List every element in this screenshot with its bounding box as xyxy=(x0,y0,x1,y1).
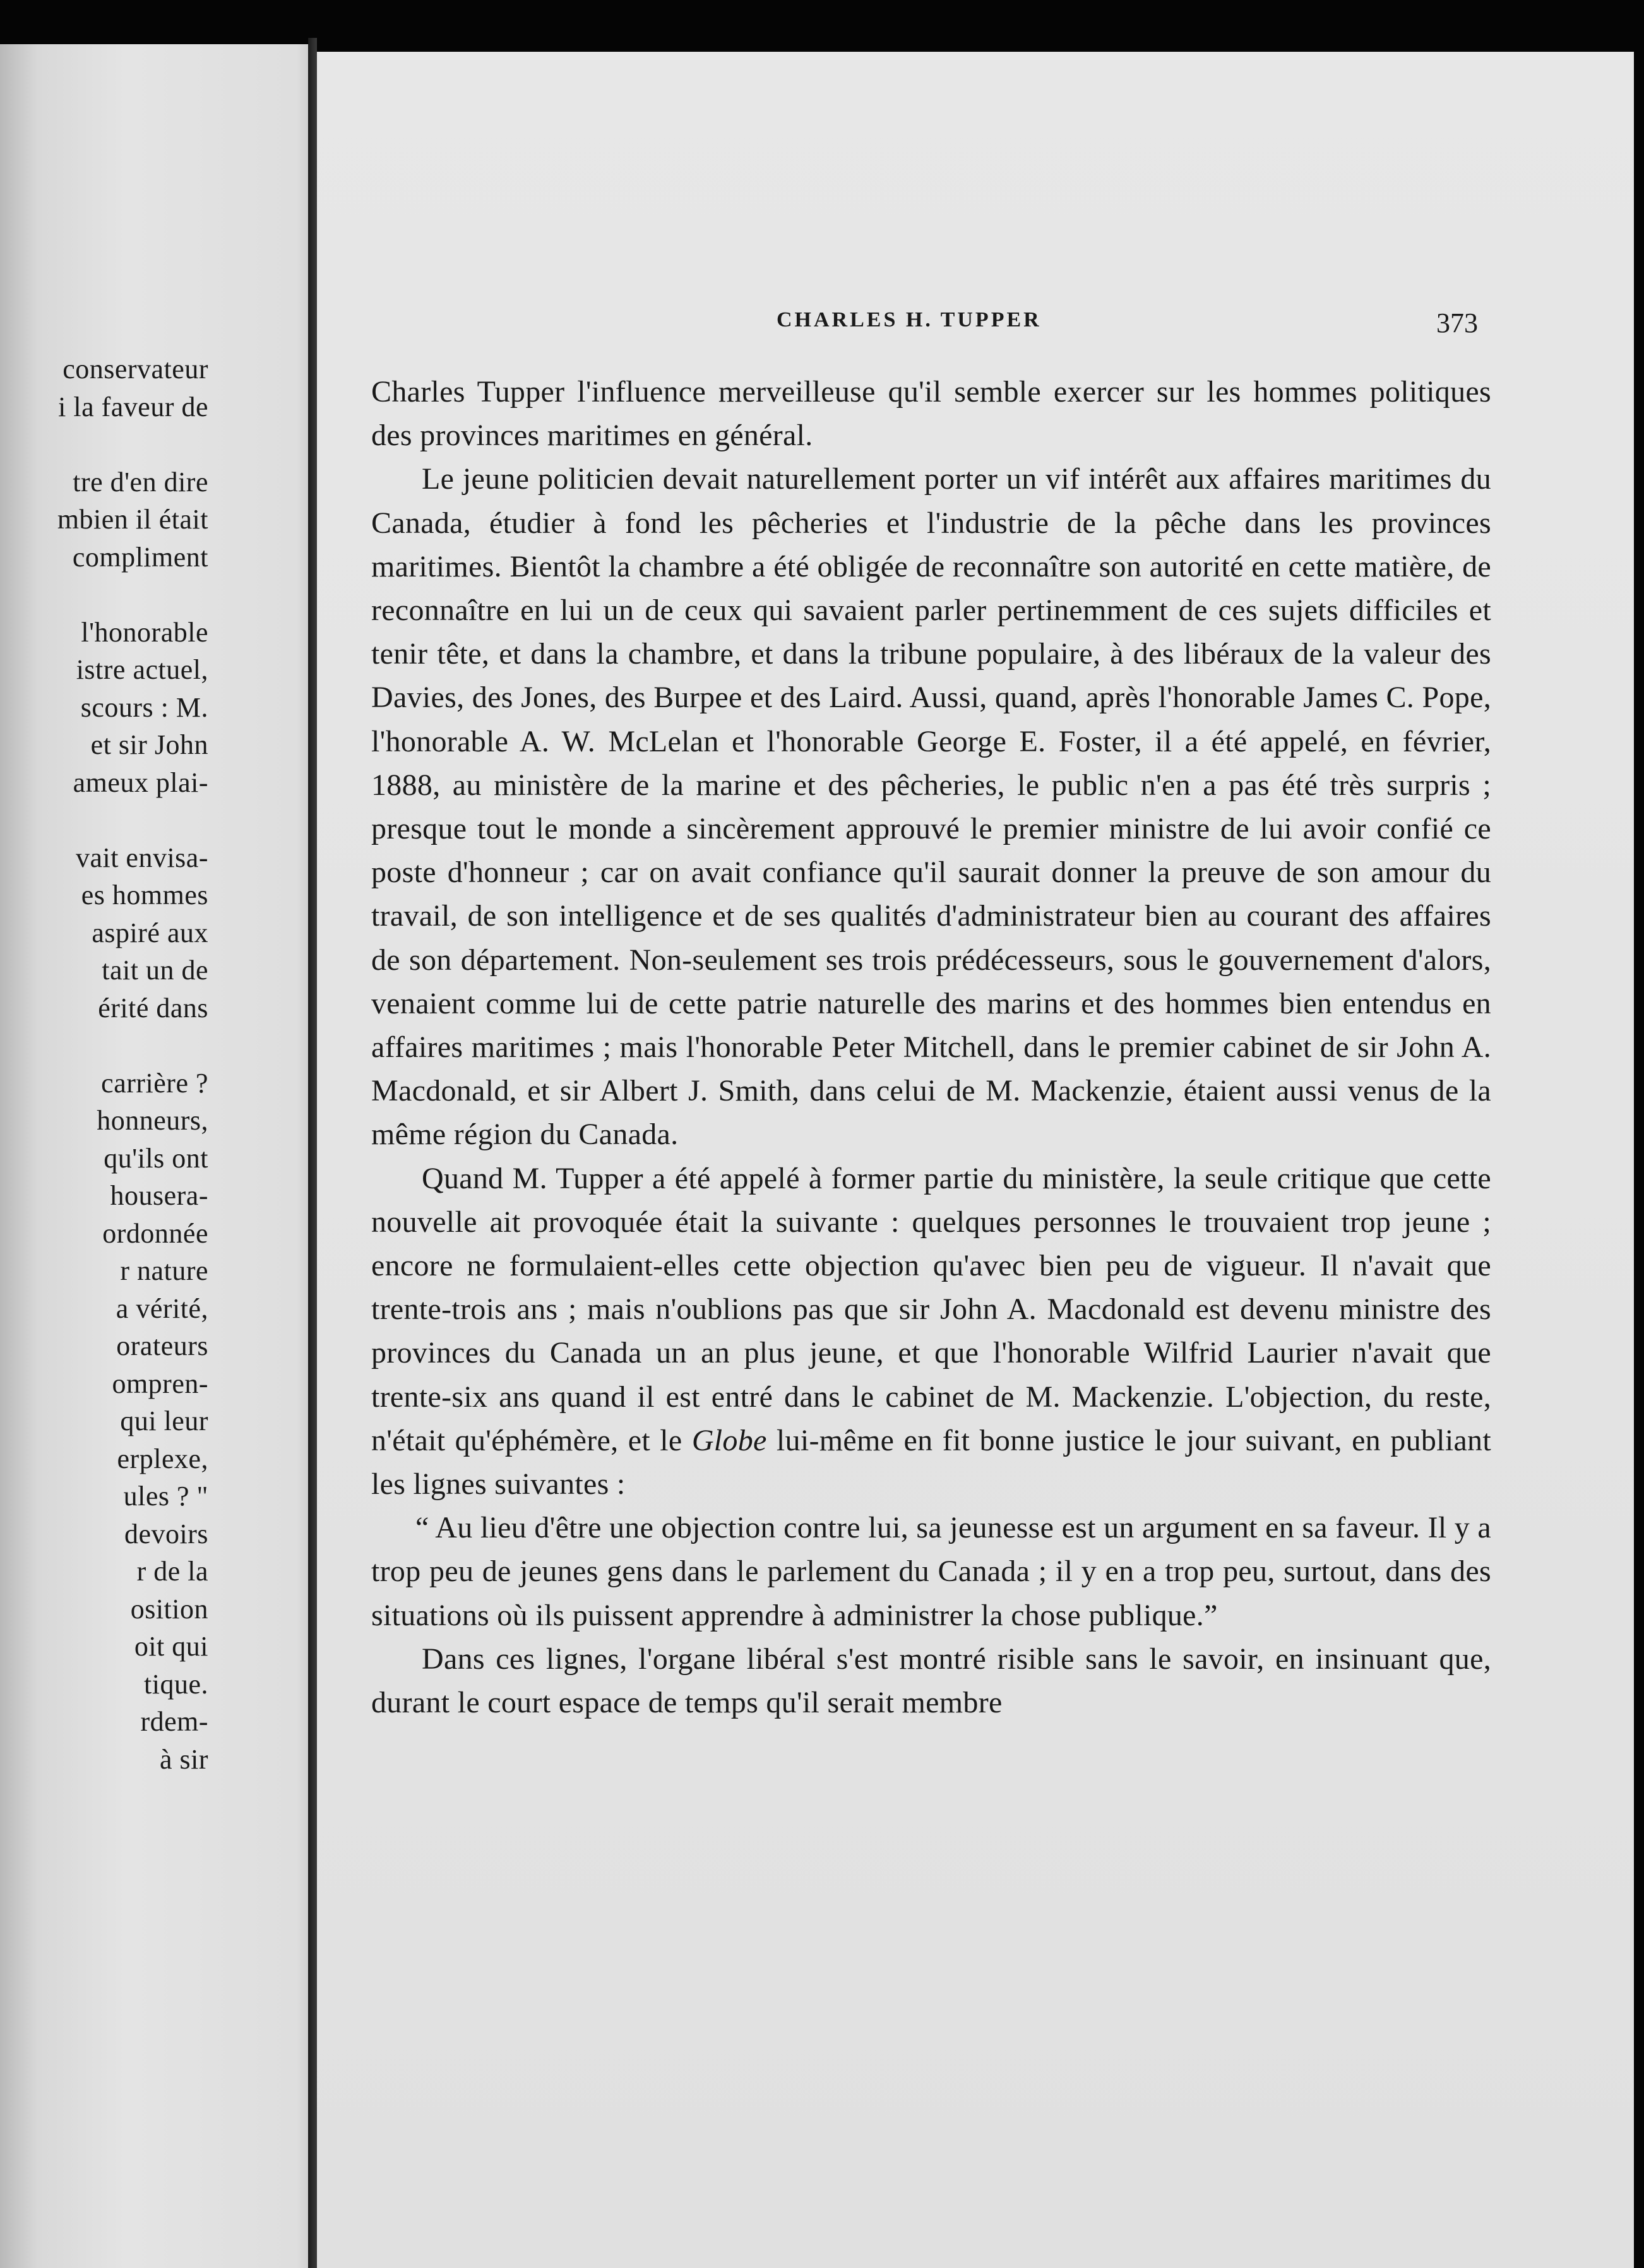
left-page-line: l'honorable xyxy=(81,616,208,648)
left-page-line: aspiré aux xyxy=(92,917,208,948)
body-text xyxy=(371,370,1491,1724)
left-page-line: vait envisa- xyxy=(75,842,208,873)
globe-quotation: “ Au lieu d'être une objection contre lui, sa jeunesse est un argument en sa faveur. Il y a trop peu de jeunes gens dans le parlement du Canada ; il y en a trop peu, surtout, dans des situations où ils puissent apprendre à administrer la chose publique.” xyxy=(371,1511,1491,1632)
paragraph-criticism-text: Quand M. Tupper a été appelé à former partie du ministère, la seule critique que cette nouvelle ait provoquée était la suivante : quelques personnes le trouvaient trop jeune ; encore ne formulaient-elles cette objection qu'avec bien peu de vigueur. Il n'avait que trente-trois ans ; mais n'oublions pas que sir John A. Macdonald est devenu ministre des provinces du Canada un an plus jeune, et que l'honorable Wilfrid Laurier n'avait que trente-six ans quand il est entré dans le cabinet de M. Mackenzie. L'objection, du reste, n'était qu'éphémère, et le xyxy=(371,1161,1491,1457)
left-page-line: istre actuel, xyxy=(76,654,208,685)
paragraph-maritime-affairs: Le jeune politicien devait naturellement porter un vif intérêt aux affaires maritimes du Canada, étudier à fond les pêcheries et l'industrie de la pêche dans les provinces maritimes. Bientôt la chambre a été obligée de reconnaître son autorité en cette matière, de reconnaître en lui un de ceux qui savaient parler pertinemment de ces sujets difficiles et tenir tête, et dans la chambre, et dans la tribune populaire, à des libéraux de la valeur des Davies, des Jones, des Burpee et des Laird. Aussi, quand, après l'honorable James C. Pope, l'honorable A. W. McLelan et l'honorable George E. Foster, il a été appelé, en février, 1888, au ministère de la marine et des pêcheries, le public n'en a pas été très surpris ; presque tout le monde a sincèrement approuvé le premier ministre de lui avoir confié ce poste d'honneur ; car on avait confiance qu'il saurait donner la preuve de son amour du travail, de son intelligence et de ses qualités d'administrateur bien au courant des affaires de son département. Non-seulement ses trois prédécesseurs, sous le gouvernement d'alors, venaient comme lui de cette patrie naturelle des marins et des hommes bien entendus en affaires maritimes ; mais l'honorable Peter Mitchell, dans le premier cabinet de sir John A. Macdonald, et sir Albert J. Smith, dans celui de M. Mackenzie, étaient aussi venus de la même région du Canada. xyxy=(371,462,1491,1152)
left-page-gap xyxy=(0,576,297,614)
left-page-text-column xyxy=(0,350,297,1778)
paragraph-criticism-text-end: lui-même en fit bonne justice le jour suivant, en publiant les lignes suivantes : xyxy=(371,1423,1491,1501)
left-page-line: qui leur xyxy=(120,1406,208,1436)
left-page-line: honneurs, xyxy=(97,1105,208,1136)
left-page-gap xyxy=(0,426,297,463)
left-page-line: ordonnée xyxy=(102,1217,208,1249)
globe-newspaper-title: Globe xyxy=(691,1423,767,1457)
left-page-line: r nature xyxy=(120,1255,208,1286)
left-page-line: a vérité, xyxy=(116,1292,208,1324)
left-page-line: ules ? " xyxy=(123,1481,208,1512)
book-spine xyxy=(308,38,317,2268)
paragraph-criticism xyxy=(371,1157,1491,1507)
left-page-line: ameux plai- xyxy=(73,767,208,798)
left-page-gap xyxy=(0,1027,297,1065)
running-head: CHARLES H. TUPPER xyxy=(777,308,1042,331)
left-page-line: r de la xyxy=(136,1556,208,1587)
left-page-line: tre d'en dire xyxy=(73,466,208,498)
left-page-line: devoirs xyxy=(124,1518,208,1549)
left-page-line: qu'ils ont xyxy=(104,1142,208,1174)
left-page-line: housera- xyxy=(110,1180,208,1211)
left-page-line: érité dans xyxy=(98,992,208,1024)
left-page-line: scours : M. xyxy=(80,691,208,723)
left-page-line: oit qui xyxy=(134,1631,208,1662)
scanner-right-border xyxy=(1634,0,1644,2268)
left-page-line: tait un de xyxy=(102,955,208,986)
left-page-line: tique. xyxy=(144,1668,208,1700)
left-page-line: conservateur xyxy=(63,354,208,385)
left-page-line: rdem- xyxy=(140,1706,208,1737)
paragraph-continuation: Charles Tupper l'influence merveilleuse qu'il semble exercer sur les hommes politiques des provinces maritimes en général. xyxy=(371,375,1491,453)
left-page-line: orateurs xyxy=(116,1330,208,1361)
left-page-line: erplexe, xyxy=(117,1443,208,1474)
left-page-line: et sir John xyxy=(90,729,208,760)
left-page-line: compliment xyxy=(72,541,208,573)
left-page-gap xyxy=(0,801,297,839)
left-page-line: i la faveur de xyxy=(58,391,208,422)
left-page-line: osition xyxy=(130,1593,208,1625)
left-page-line: à sir xyxy=(159,1743,208,1775)
page-number: 373 xyxy=(1436,307,1478,338)
paragraph-liberal-organ: Dans ces lignes, l'organe libéral s'est montré risible sans le savoir, en insinuant que, durant le court espace de temps qu'il serait membre xyxy=(371,1642,1491,1720)
left-page-line: es hommes xyxy=(81,880,208,910)
left-page-line: mbien il était xyxy=(57,504,208,535)
left-page-line: ompren- xyxy=(112,1368,208,1399)
left-page-fragment xyxy=(0,44,309,2268)
left-page-line: carrière ? xyxy=(101,1067,208,1099)
